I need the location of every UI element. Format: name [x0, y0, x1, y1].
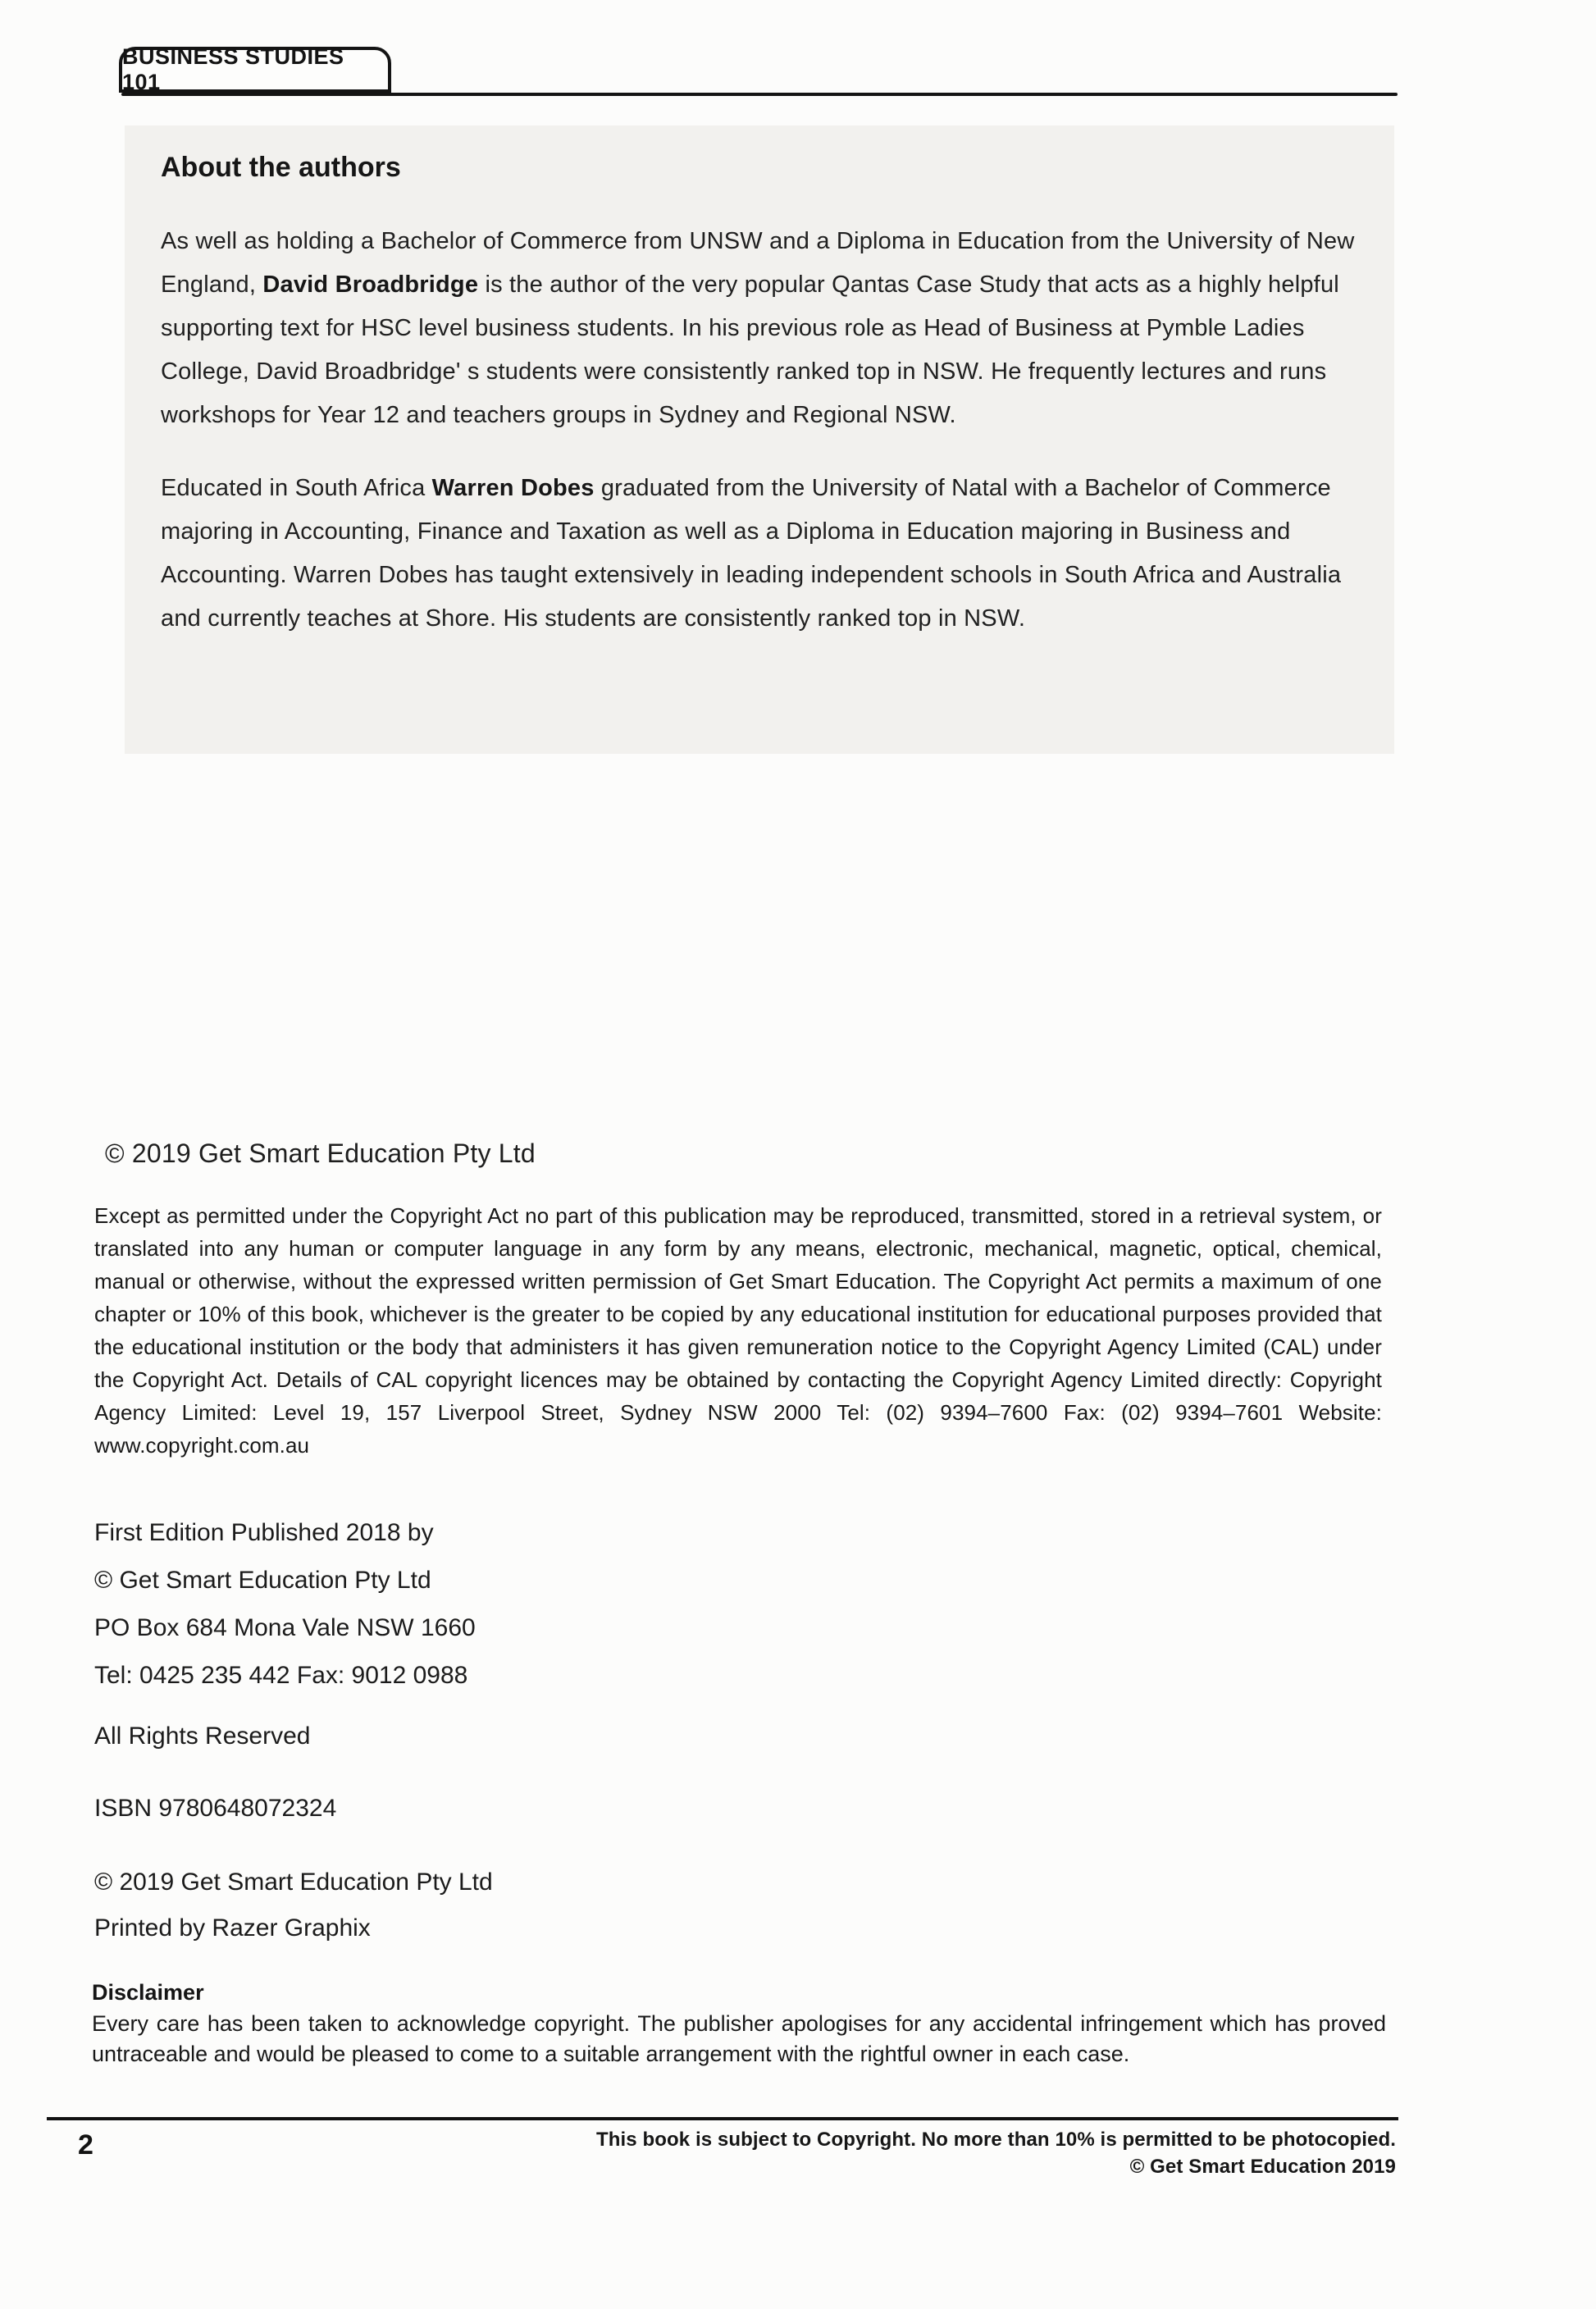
about-authors-panel	[125, 125, 1394, 754]
author-name-warren: Warren Dobes	[431, 475, 595, 501]
footer-rule	[47, 2117, 1398, 2120]
publication-details	[94, 1509, 476, 1700]
copyright-2019-line: © 2019 Get Smart Education Pty Ltd	[94, 1869, 493, 1896]
bio-text: Educated in South Africa	[161, 475, 432, 501]
about-authors-heading: About the authors	[161, 152, 401, 183]
printer-line: Printed by Razer Graphix	[94, 1914, 371, 1942]
footer-note-line2: © Get Smart Education 2019	[1129, 2156, 1396, 2178]
publication-line: First Edition Published 2018 by	[94, 1519, 434, 1546]
all-rights-reserved: All Rights Reserved	[94, 1723, 311, 1750]
publication-line: PO Box 684 Mona Vale NSW 1660	[94, 1614, 476, 1641]
chapter-tab-label: BUSINESS STUDIES 101	[122, 44, 344, 94]
author-bio-warren	[161, 467, 1358, 641]
bio-text: As well as holding a Bachelor of Commerce from UNSW and a Diploma in Education from the University of New England,	[161, 228, 1355, 298]
publication-line: © Get Smart Education Pty Ltd	[94, 1567, 431, 1594]
chapter-tab	[119, 44, 391, 94]
author-bio-david	[161, 220, 1358, 437]
disclaimer-heading: Disclaimer	[92, 1980, 204, 2005]
page-number: 2	[78, 2129, 93, 2161]
author-name-david: David Broadbridge	[262, 272, 479, 298]
copyright-owner-line: © 2019 Get Smart Education Pty Ltd	[105, 1139, 536, 1168]
publication-line: Tel: 0425 235 442 Fax: 9012 0988	[94, 1662, 468, 1689]
footer-copyright-note	[574, 2126, 1396, 2180]
copyright-notice: Except as permitted under the Copyright Act no part of this publication may be reproduced, transmitted, stored in a retrieval system, or translated into any human or computer language in any form by any means, electronic, mechanical, magnetic, optical, chemical, manual or otherwise, without the expressed written permission of Get Smart Education. The Copyright Act permits a maximum of one chapter or 10% of this book, whichever is the greater to be copied by any educational institution for educational purposes provided that the educational institution or the body that administers it has given remuneration notice to the Copyright Agency Limited (CAL) under the Copyright Act. Details of CAL copyright licences may be obtained by contacting the Copyright Agency Limited directly: Copyright Agency Limited: Level 19, 157 Liverpool Street, Sydney NSW 2000 Tel: (02) 9394–7600 Fax: (02) 9394–7601 Website: www.copyright.com.au	[94, 1203, 1382, 1458]
isbn-number: ISBN 9780648072324	[94, 1795, 337, 1822]
footer-note-line1: This book is subject to Copyright. No more than 10% is permitted to be photocopied.	[595, 2129, 1396, 2151]
bio-text: graduated from the University of Natal with a Bachelor of Commerce majoring in Accounting, Finance and Taxation as well as a Diploma in Education majoring in Business and Accounting. Warren Dobes has taught extensively in leading independent schools in South Africa and Australia and currently teaches at Shore. His students are consistently ranked top in NSW.	[161, 475, 1342, 632]
disclaimer-text: Every care has been taken to acknowledge copyright. The publisher apologises for any accidental infringement which has proved untraceable and would be pleased to come to a suitable arrangement with the rightful owner in each case.	[92, 2011, 1386, 2066]
bio-text: is the author of the very popular Qantas Case Study that acts as a highly helpful supporting text for HSC level business students. In his previous role as Head of Business at Pymble Ladies College, David Broadbridge' s students were consistently ranked top in NSW. He frequently lectures and runs workshops for Year 12 and teachers groups in Sydney and Regional NSW.	[161, 272, 1339, 428]
